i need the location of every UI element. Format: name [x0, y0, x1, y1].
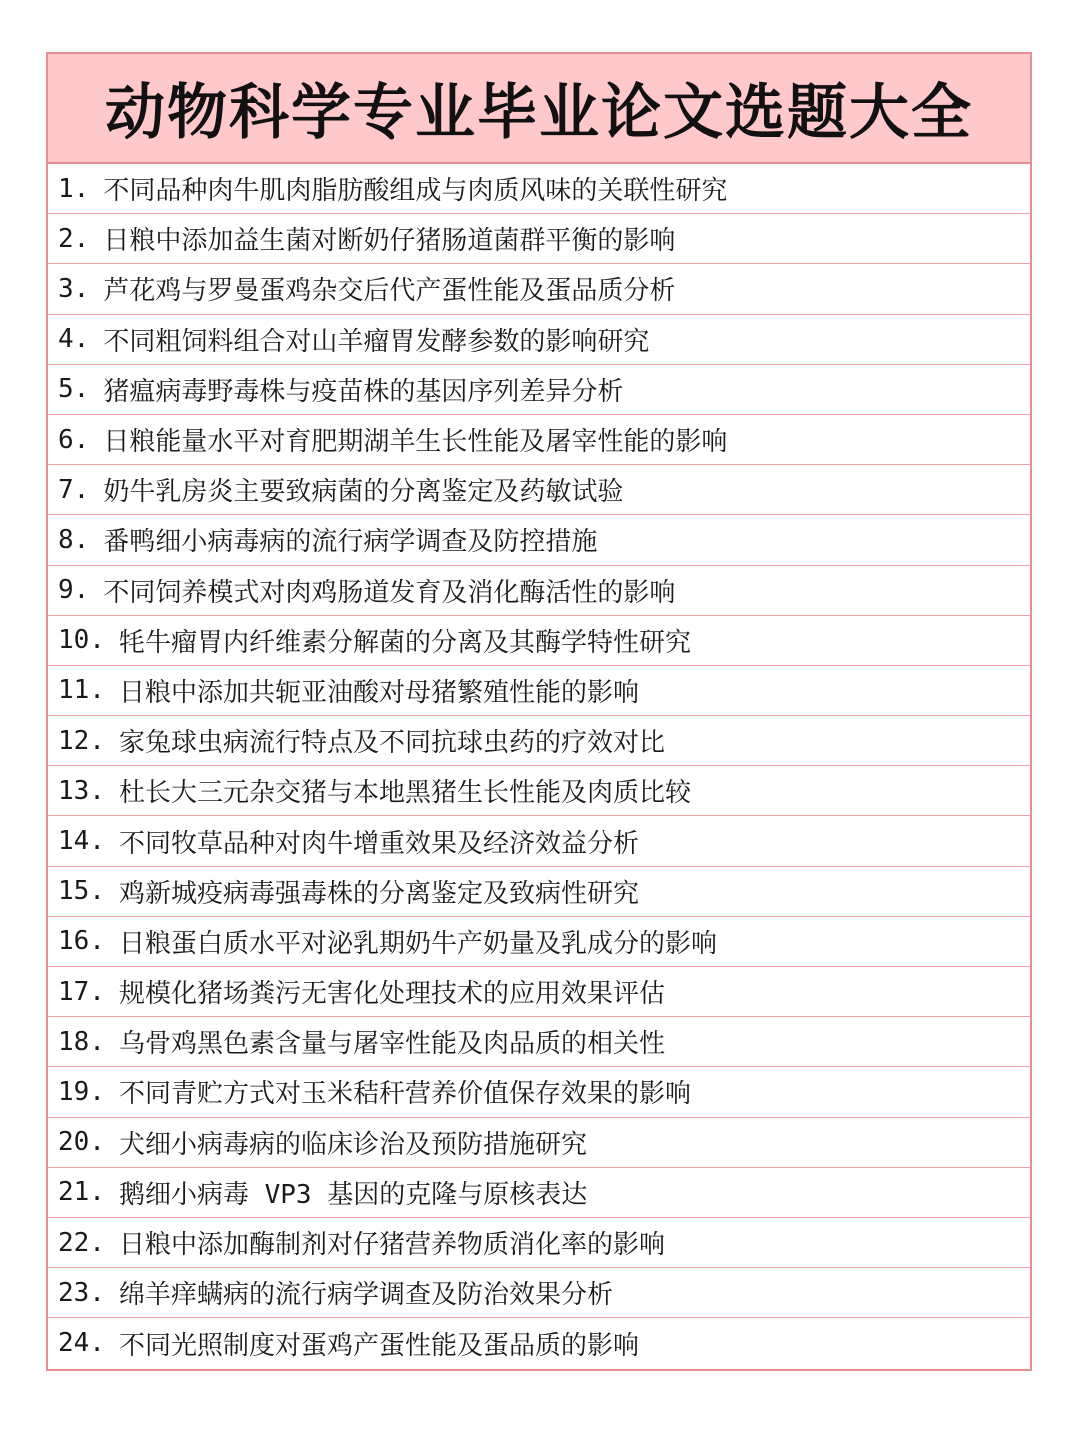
topic-text: 规模化猪场粪污无害化处理技术的应用效果评估 — [118, 979, 665, 1010]
list-item — [48, 616, 1030, 666]
topic-text: 芦花鸡与罗曼蛋鸡杂交后代产蛋性能及蛋品质分析 — [103, 276, 676, 307]
topic-text: 绵羊痒螨病的流行病学调查及防治效果分析 — [118, 1280, 613, 1311]
topic-number: 13. — [58, 775, 105, 806]
topic-number: 5. — [58, 374, 90, 405]
topic-number: 2. — [58, 223, 90, 254]
topic-text: 不同青贮方式对玉米秸秆营养价值保存效果的影响 — [118, 1079, 691, 1110]
list-item — [48, 415, 1030, 465]
list-item — [48, 164, 1030, 214]
topic-number: 9. — [58, 575, 90, 606]
title-band — [48, 54, 1030, 164]
topic-text: 杜长大三元杂交猪与本地黑猪生长性能及肉质比较 — [118, 778, 691, 809]
list-item — [48, 967, 1030, 1017]
list-item — [48, 666, 1030, 716]
topic-text: 鸡新城疫病毒强毒株的分离鉴定及致病性研究 — [118, 878, 639, 909]
topic-text: 不同粗饲料组合对山羊瘤胃发酵参数的影响研究 — [103, 326, 650, 357]
topic-text: 猪瘟病毒野毒株与疫苗株的基因序列差异分析 — [103, 376, 624, 407]
list-item — [48, 1318, 1030, 1368]
list-item — [48, 1218, 1030, 1268]
topic-number: 11. — [58, 675, 105, 706]
topic-number: 19. — [58, 1076, 105, 1107]
list-item — [48, 716, 1030, 766]
list-item — [48, 566, 1030, 616]
topic-number: 12. — [58, 725, 105, 756]
topic-number: 7. — [58, 474, 90, 505]
topic-text: 日粮中添加酶制剂对仔猪营养物质消化率的影响 — [118, 1230, 665, 1261]
topic-number: 3. — [58, 273, 90, 304]
topic-text: 牦牛瘤胃内纤维素分解菌的分离及其酶学特性研究 — [118, 627, 691, 658]
topic-text: 日粮能量水平对育肥期湖羊生长性能及屠宰性能的影响 — [103, 427, 728, 458]
list-item — [48, 766, 1030, 816]
topic-number: 22. — [58, 1227, 105, 1258]
list-item — [48, 264, 1030, 314]
topic-number: 8. — [58, 524, 90, 555]
list-item — [48, 315, 1030, 365]
list-item — [48, 1067, 1030, 1117]
topic-number: 4. — [58, 324, 90, 355]
list-item — [48, 465, 1030, 515]
topic-text: 日粮中添加益生菌对断奶仔猪肠道菌群平衡的影响 — [103, 226, 676, 257]
list-item — [48, 867, 1030, 917]
topic-text: 日粮蛋白质水平对泌乳期奶牛产奶量及乳成分的影响 — [118, 928, 717, 959]
topic-number: 18. — [58, 1026, 105, 1057]
topic-text: 鹅细小病毒 VP3 基因的克隆与原核表达 — [118, 1179, 588, 1210]
topic-number: 14. — [58, 826, 105, 857]
list-item — [48, 365, 1030, 415]
topic-text: 不同品种肉牛肌肉脂肪酸组成与肉质风味的关联性研究 — [103, 176, 728, 207]
topic-list — [48, 164, 1030, 1369]
topic-number: 16. — [58, 926, 105, 957]
list-item — [48, 1168, 1030, 1218]
topic-number: 23. — [58, 1277, 105, 1308]
list-item — [48, 515, 1030, 565]
topic-text: 日粮中添加共轭亚油酸对母猪繁殖性能的影响 — [118, 677, 639, 708]
topic-sheet — [46, 52, 1032, 1371]
topic-text: 不同饲养模式对肉鸡肠道发育及消化酶活性的影响 — [103, 577, 676, 608]
topic-number: 17. — [58, 976, 105, 1007]
topic-number: 24. — [58, 1328, 105, 1359]
list-item — [48, 816, 1030, 866]
topic-text: 家兔球虫病流行特点及不同抗球虫药的疗效对比 — [118, 728, 665, 759]
page-title: 动物科学专业毕业论文选题大全 — [105, 78, 973, 148]
topic-number: 21. — [58, 1177, 105, 1208]
list-item — [48, 1268, 1030, 1318]
topic-number: 15. — [58, 876, 105, 907]
topic-text: 番鸭细小病毒病的流行病学调查及防控措施 — [103, 527, 598, 558]
list-item — [48, 917, 1030, 967]
topic-text: 不同光照制度对蛋鸡产蛋性能及蛋品质的影响 — [118, 1330, 639, 1361]
topic-text: 奶牛乳房炎主要致病菌的分离鉴定及药敏试验 — [103, 477, 624, 508]
list-item — [48, 214, 1030, 264]
topic-number: 20. — [58, 1127, 105, 1158]
list-item — [48, 1017, 1030, 1067]
topic-number: 10. — [58, 625, 105, 656]
list-item — [48, 1118, 1030, 1168]
topic-text: 不同牧草品种对肉牛增重效果及经济效益分析 — [118, 828, 639, 859]
topic-text: 乌骨鸡黑色素含量与屠宰性能及肉品质的相关性 — [118, 1029, 665, 1060]
topic-number: 1. — [58, 173, 90, 204]
topic-number: 6. — [58, 424, 90, 455]
topic-text: 犬细小病毒病的临床诊治及预防措施研究 — [118, 1129, 587, 1160]
